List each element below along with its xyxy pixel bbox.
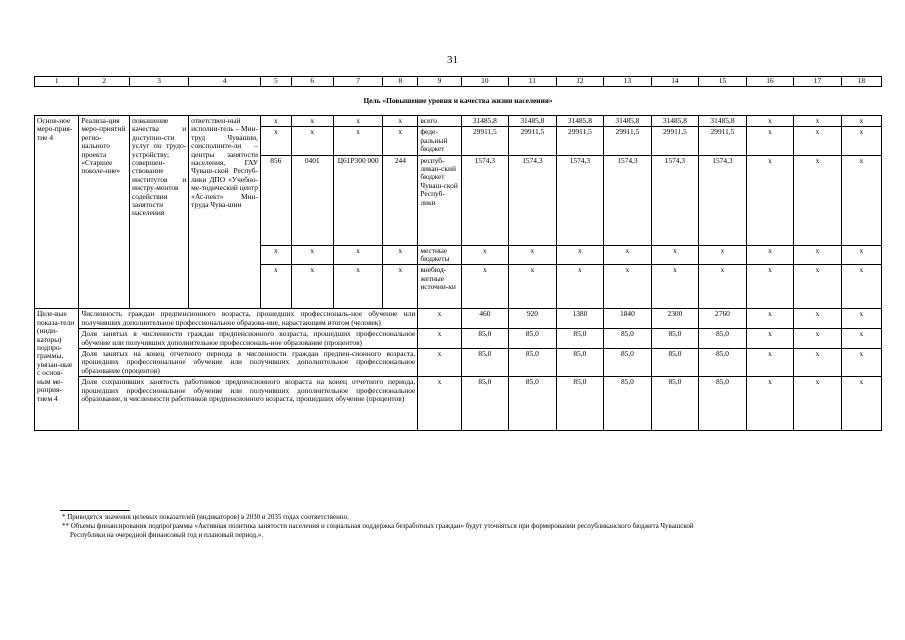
finance-value: x [509,245,557,265]
indicators-label: Целе-вые показа-тели (инди-каторы) подпро-граммы, увязан-ные с основ-ным ме-роприя-тием 4 [35,309,79,431]
finance-source: местные бюджеты [418,245,461,265]
finance-value: x [841,265,881,309]
finance-value: x [841,245,881,265]
finance-value: x [556,245,604,265]
finance-value: x [556,265,604,309]
indicator-value: x [794,349,842,377]
finance-value: x [841,155,881,245]
finance-cell: x [291,127,333,155]
column-number: 3 [130,77,189,87]
finance-value: x [461,265,509,309]
finance-value: x [509,265,557,309]
finance-value: 29911,5 [604,127,652,155]
indicator-name: Доля сохранивших занятость работников предпенсионного возраста на конец отчетного периода, прошедших профессиональное обучение или получивших дополнительное профессиональное образование, в численности работников предпенсионного возраста, прошедших обучение (процентов) [79,377,418,431]
indicator-row [35,377,882,431]
finance-value: x [794,116,842,127]
finance-cell: x [383,265,418,309]
finance-cell: x [260,245,291,265]
finance-cell: Ц61Р300 000 [333,155,383,245]
indicator-value: 85,0 [651,329,699,349]
indicator-value: 85,0 [651,349,699,377]
indicator-cell: x [418,349,461,377]
indicator-value: 85,0 [699,329,747,349]
column-number: 6 [291,77,333,87]
finance-value: 1574,3 [604,155,652,245]
indicator-value: x [841,309,881,329]
finance-value: 31485,8 [651,116,699,127]
finance-source: всего [418,116,461,127]
finance-value: 1574,3 [699,155,747,245]
goal-row [35,87,882,116]
finance-value: 31485,8 [461,116,509,127]
finance-value: 1574,3 [651,155,699,245]
footnote-1: * Приводятся значения целевых показателей (индикаторов) в 2030 и 2035 годах соответственно. [62,513,349,521]
finance-value: x [699,265,747,309]
indicator-value: x [841,349,881,377]
finance-value: 1574,3 [509,155,557,245]
finance-source: респуб-ликан-ский бюджет Чуваш-ской Респуб-лики [418,155,461,245]
finance-cell: x [383,116,418,127]
column-number: 14 [651,77,699,87]
finance-value: 31485,8 [556,116,604,127]
indicator-value: 85,0 [461,349,509,377]
indicator-name: Доля занятых на конец отчетного периода в численности граждан предпен-сионного возраста, прошедших профессиональное обучение или получивших дополнительное профессиональное образование (процентов) [79,349,418,377]
finance-value: x [746,116,794,127]
footnote-2-continuation: Республики на очередной финансовый год и плановый период.». [70,531,264,539]
indicator-value: 85,0 [604,349,652,377]
column-number: 9 [418,77,461,87]
finance-value: x [794,245,842,265]
finance-value: x [746,155,794,245]
finance-value: x [746,127,794,155]
finance-row-total [35,116,882,127]
column-number: 18 [841,77,881,87]
column-number: 5 [260,77,291,87]
finance-cell: x [260,116,291,127]
column-number: 16 [746,77,794,87]
indicator-value: 85,0 [556,377,604,431]
indicator-row [35,309,882,329]
indicator-value: 85,0 [651,377,699,431]
indicator-value: 85,0 [509,349,557,377]
event-goal: повышение качества и доступно-сти услуг по трудо-устройству; совершен-ствование институтов и инстру-ментов содействия занятости населения [130,116,189,309]
finance-value: 29911,5 [461,127,509,155]
event-label: Основ-ное меро-прия-тие 4 [35,116,79,309]
finance-value: x [794,155,842,245]
finance-cell: x [260,265,291,309]
finance-value: 29911,5 [556,127,604,155]
indicator-value: 1840 [604,309,652,329]
footnote-2: ** Объемы финансирования подпрограммы «Активная политика занятости населения и социальная поддержка безработных граждан» будут уточняться при формировании республиканского бюджета Чувашской [62,522,694,530]
finance-cell: x [333,116,383,127]
indicator-row [35,349,882,377]
indicator-value: 85,0 [461,377,509,431]
finance-value: x [841,127,881,155]
finance-cell: x [383,127,418,155]
finance-value: x [651,245,699,265]
finance-value: 31485,8 [604,116,652,127]
indicator-value: x [746,309,794,329]
finance-value: 31485,8 [699,116,747,127]
finance-value: x [746,265,794,309]
indicator-value: 2760 [699,309,747,329]
finance-value: 29911,5 [699,127,747,155]
goal-title: Цель «Повышение уровня и качества жизни населения» [35,87,882,116]
finance-value: x [604,245,652,265]
indicator-value: 85,0 [604,377,652,431]
finance-value: x [461,245,509,265]
footnotes [62,510,862,540]
column-number: 15 [699,77,747,87]
column-number: 17 [794,77,842,87]
finance-cell: x [291,116,333,127]
column-number: 13 [604,77,652,87]
indicator-value: 85,0 [556,329,604,349]
indicator-cell: x [418,329,461,349]
event-name: Реализа-ция меро-приятий регио-нального проекта «Старшее поколе-ние» [79,116,130,309]
finance-cell: x [383,245,418,265]
indicator-value: x [794,329,842,349]
indicator-value: 85,0 [556,349,604,377]
finance-value: x [604,265,652,309]
column-number: 1 [35,77,79,87]
indicator-value: x [794,309,842,329]
indicator-cell: x [418,309,461,329]
page-number: 31 [447,54,458,66]
indicator-value: 460 [461,309,509,329]
finance-cell: x [260,127,291,155]
finance-value: x [699,245,747,265]
finance-cell: x [333,265,383,309]
indicator-value: 85,0 [699,377,747,431]
indicator-value: 920 [509,309,557,329]
column-number: 10 [461,77,509,87]
finance-cell: x [291,245,333,265]
indicator-row [35,329,882,349]
finance-value: 29911,5 [651,127,699,155]
indicator-value: x [746,377,794,431]
column-number: 12 [556,77,604,87]
column-number: 7 [333,77,383,87]
indicator-value: x [746,349,794,377]
column-number-row [35,77,882,87]
indicator-value: 85,0 [699,349,747,377]
indicator-value: x [746,329,794,349]
finance-value: x [794,265,842,309]
finance-cell: 0401 [291,155,333,245]
finance-cell: x [333,127,383,155]
program-table [34,76,882,431]
finance-value: x [841,116,881,127]
finance-source: внебюд-жетные источни-ки [418,265,461,309]
indicator-name: Доля занятых в численности граждан предпенсионного возраста, прошедших профессиональное обучение или получивших дополнительное профессиональ-ное образование (процентов) [79,329,418,349]
indicator-name: Численность граждан предпенсионного возраста, прошедших профессиональ-ное обучение или получивших дополнительное профессиональное образова-ние, нарастающим итогом (человек) [79,309,418,329]
indicator-value: 85,0 [509,377,557,431]
finance-source: феде-ральный бюджет [418,127,461,155]
finance-value: x [794,127,842,155]
finance-value: 31485,8 [509,116,557,127]
footnote-divider [60,510,130,511]
column-number: 4 [189,77,261,87]
finance-cell: 856 [260,155,291,245]
indicator-value: x [841,329,881,349]
finance-value: 1574,3 [556,155,604,245]
indicator-value: x [841,377,881,431]
finance-value: 1574,3 [461,155,509,245]
column-number: 11 [509,77,557,87]
indicator-value: 85,0 [604,329,652,349]
indicator-value: 85,0 [509,329,557,349]
indicator-cell: x [418,377,461,431]
finance-value: x [651,265,699,309]
event-responsible: ответствен-ный исполни-тель – Мин-труд Чувашии, соисполните-ли – центры занятости населения, ГАУ Чуваш-ской Респуб-лики ДПО «Учебно-ме-тодический центр «Ас-пект» Мин-труда Чува-шии [189,116,261,309]
column-number: 2 [79,77,130,87]
indicator-value: 2300 [651,309,699,329]
finance-cell: 244 [383,155,418,245]
finance-cell: x [333,245,383,265]
finance-cell: x [291,265,333,309]
finance-value: 29911,5 [509,127,557,155]
finance-value: x [746,245,794,265]
indicator-value: 85,0 [461,329,509,349]
column-number: 8 [383,77,418,87]
indicator-value: 1380 [556,309,604,329]
indicator-value: x [794,377,842,431]
